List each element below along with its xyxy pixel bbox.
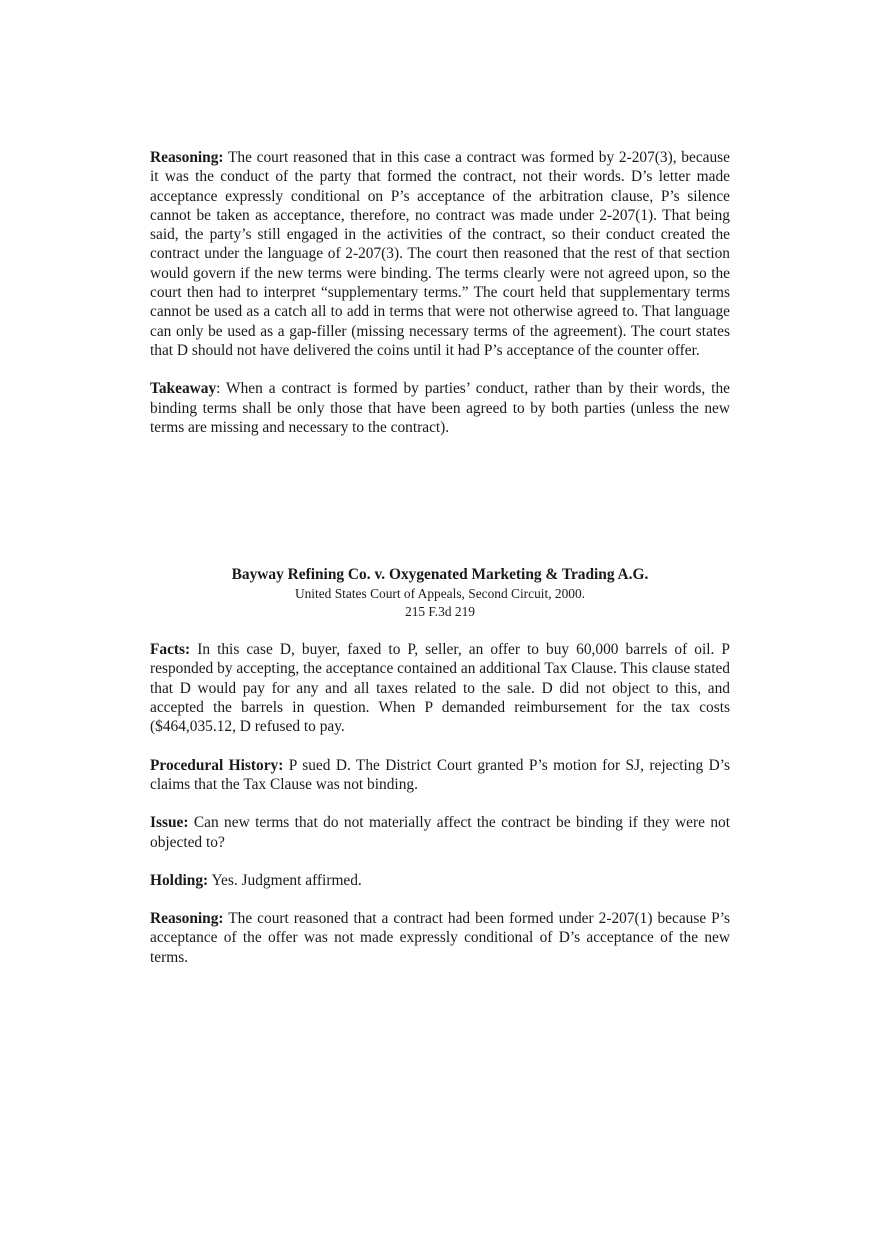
case2-issue-text: Can new terms that do not materially affect the contract be binding if they were not objected to? [150,814,730,851]
case1-takeaway-label: Takeaway [150,380,217,398]
case2-title: Bayway Refining Co. v. Oxygenated Marketing & Trading A.G. [231,566,649,584]
case2-procedural-history-paragraph [150,756,730,795]
case2-holding-text: Yes. Judgment affirmed. [208,871,362,889]
case2-facts-label: Facts: [150,641,191,659]
case1-reasoning-text: The court reasoned that in this case a contract was formed by 2-207(3), because it was the conduct of the party that formed the contract, not their words. D’s letter made acceptance expressly conditional on P’s acceptance of the arbitration clause, P’s silence cannot be taken as acceptance, therefore, no contract was made under 2-207(1). That being said, the party’s still engaged in the activities of the contract, so their conduct created the contract under the language of 2-207(3). The court then reasoned that the rest of that section would govern if the new terms were binding. The terms clearly were not agreed upon, so the court then had to interpret “supplementary terms.” The court held that supplementary terms cannot be used as a catch all to add in terms that were not otherwise agreed to. That language can only be used as a gap-filler (missing necessary terms of the agreement). The court states that D should not have delivered the coins until it had P’s acceptance of the counter offer. [150,149,730,359]
case1-takeaway-text: : When a contract is formed by parties’ conduct, rather than by their words, the binding terms shall be only those that have been agreed to by both parties (unless the new terms are missing and necessary to the contract). [150,380,730,436]
case2-issue-paragraph [150,813,730,852]
case2-holding-paragraph [150,871,730,890]
case2-facts-text: In this case D, buyer, faxed to P, seller, an offer to buy 60,000 barrels of oil. P responded by accepting, the acceptance contained an additional Tax Clause. This clause stated that D would pay for any and all taxes related to the sale. D did not object to this, and accepted the barrels in question. When P demanded reimbursement for the tax costs ($464,035.12, D refused to pay. [150,641,730,736]
case2-procedural-history-text: P sued D. The District Court granted P’s motion for SJ, rejecting D’s claims that the Tax Clause was not binding. [150,756,730,793]
case2-header [150,565,730,621]
case1-reasoning-paragraph [150,148,730,360]
case2-reasoning-text: The court reasoned that a contract had been formed under 2-207(1) because P’s acceptance of the offer was not made expressly conditional of D’s acceptance of the new terms. [150,910,730,966]
document-page [150,148,730,967]
case2-holding-label: Holding: [150,871,209,889]
case1-takeaway-paragraph [150,379,730,437]
case2-reasoning-label: Reasoning: [150,910,224,928]
case2-reasoning-paragraph [150,909,730,967]
case2-facts-paragraph [150,640,730,736]
case2-issue-label: Issue: [150,814,189,832]
case2-procedural-history-label: Procedural History: [150,756,284,774]
case1-reasoning-label: Reasoning: [150,149,224,166]
case2-court: United States Court of Appeals, Second Circuit, 2000. [294,586,586,602]
case2-citation: 215 F.3d 219 [405,604,475,620]
